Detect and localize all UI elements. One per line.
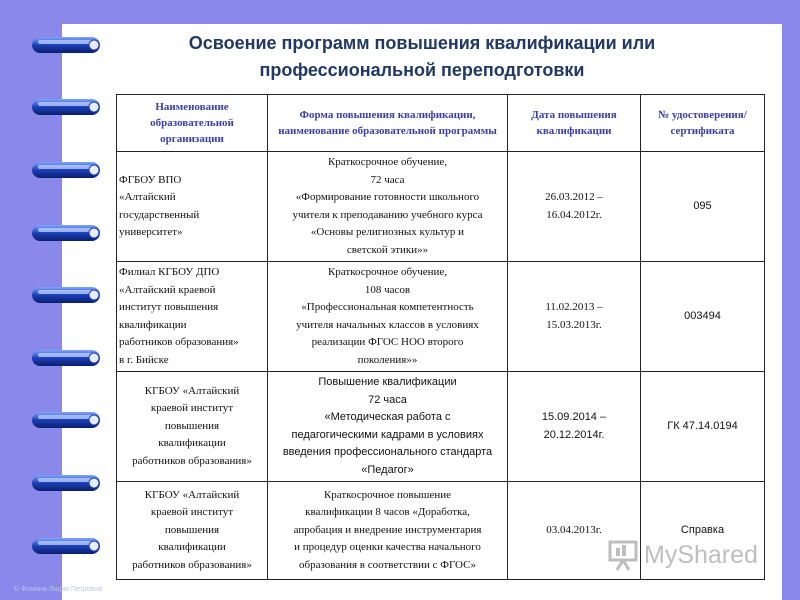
program-line: Повышение квалификации: [318, 376, 457, 388]
date-line: 15.09.2014 –: [541, 411, 607, 423]
org-line: институт повышения: [119, 301, 219, 313]
program-line: «Педагог»: [361, 463, 414, 476]
cell-program: [268, 152, 508, 262]
table-row: [117, 262, 765, 372]
org-line: краевой институт: [150, 402, 234, 415]
program-line: 72 часа: [368, 393, 407, 406]
binding-ring-icon: [28, 96, 104, 118]
org-line: «Алтайский: [119, 191, 176, 203]
table-row: [117, 152, 765, 262]
binding-ring-icon: [28, 535, 104, 557]
program-line: и процедур оценки качества начального: [294, 541, 481, 554]
cell-certificate: ГК 47.14.0194: [641, 372, 765, 482]
cell-date: [508, 372, 641, 482]
binding-ring-icon: [28, 472, 104, 494]
program-line: образования в соответствии с ФГОС»: [299, 558, 476, 571]
program-line: Краткосрочное повышение: [323, 488, 452, 501]
org-line: работников образования»: [132, 558, 252, 571]
program-line: квалификации 8 часов «Доработка,: [305, 506, 470, 519]
binding-ring-icon: [28, 159, 104, 181]
date-line: 03.04.2013г.: [546, 523, 602, 536]
org-line: квалификации: [158, 541, 226, 554]
watermark-text: MyShared: [644, 540, 758, 569]
org-line: университет»: [119, 226, 183, 238]
header-organization: Наименование образовательной организации: [117, 95, 268, 152]
qualification-table: [116, 94, 765, 580]
cell-organization: [117, 482, 268, 580]
binding-ring-icon: [28, 222, 104, 244]
cell-organization: [117, 262, 268, 372]
presentation-icon: [606, 538, 640, 572]
title-line-2: профессиональной переподготовки: [259, 60, 585, 80]
program-line: учителя начальных классов в условиях: [296, 318, 479, 331]
org-line: ФГБОУ ВПО: [119, 173, 182, 186]
header-program: Форма повышения квалификации, наименование образовательной программы: [268, 95, 508, 152]
org-line: работников образования»: [132, 454, 252, 467]
program-line: Краткосрочное обучение,: [327, 156, 448, 168]
cell-program: [268, 482, 508, 580]
org-line: Филиал КГБОУ ДПО: [119, 266, 220, 278]
org-line: КГБОУ «Алтайский: [144, 384, 240, 397]
binding-ring-icon: [28, 409, 104, 431]
binding-ring-icon: [28, 284, 104, 306]
org-line: квалификации: [158, 437, 226, 450]
org-line: повышения: [164, 523, 220, 536]
binding-ring-icon: [28, 347, 104, 369]
program-line: 108 часов: [364, 283, 411, 296]
cell-organization: [117, 372, 268, 482]
org-line: квалификации: [119, 318, 187, 331]
program-line: апробация и внедрение инструментария: [293, 523, 482, 536]
date-line: 26.03.2012 –: [545, 191, 603, 203]
org-line: краевой институт: [150, 506, 234, 519]
cell-certificate: Справка: [641, 482, 765, 580]
program-line: «Основы религиозных культур и: [310, 226, 465, 238]
cell-program: [268, 372, 508, 482]
org-line: работников образования»: [119, 336, 239, 348]
org-line: государственный: [119, 208, 200, 221]
program-line: светской этики»»: [346, 243, 429, 256]
program-line: «Методическая работа с: [324, 411, 451, 423]
program-line: введения профессионального стандарта: [282, 446, 493, 458]
date-line: 16.04.2012г.: [546, 208, 602, 221]
author-footer: © Фомина Лидия Петровна: [14, 586, 103, 593]
cell-certificate: 003494: [641, 262, 765, 372]
program-line: 72 часа: [370, 173, 405, 186]
program-line: поколения»»: [357, 353, 418, 366]
table-row: [117, 372, 765, 482]
cell-organization: [117, 152, 268, 262]
cell-date: [508, 262, 641, 372]
cell-program: [268, 262, 508, 372]
program-line: «Профессиональная компетентность: [301, 301, 474, 313]
watermark: [606, 535, 758, 575]
page-title: [62, 30, 782, 84]
program-line: «Формирование готовности школьного: [295, 191, 480, 203]
cell-certificate: 095: [641, 152, 765, 262]
title-line-1: Освоение программ повышения квалификации или: [188, 33, 656, 53]
program-line: реализации ФГОС НОО второго: [311, 336, 464, 348]
org-line: повышения: [164, 419, 220, 432]
header-certificate: № удостоверения/ сертификата: [641, 95, 765, 152]
table-header-row: [117, 95, 765, 152]
cell-date: [508, 152, 641, 262]
program-line: Краткосрочное обучение,: [327, 266, 448, 278]
program-line: учителя к преподаванию учебного курса: [292, 208, 483, 221]
org-line: «Алтайский краевой: [119, 283, 216, 296]
date-line: 15.03.2013г.: [546, 318, 602, 331]
date-line: 11.02.2013 –: [545, 301, 603, 313]
date-line: 20.12.2014г.: [543, 428, 605, 441]
program-line: педагогическими кадрами в условиях: [291, 428, 484, 441]
org-line: в г. Бийске: [119, 353, 169, 366]
header-date: Дата повышения квалификации: [508, 95, 641, 152]
org-line: КГБОУ «Алтайский: [144, 488, 240, 501]
